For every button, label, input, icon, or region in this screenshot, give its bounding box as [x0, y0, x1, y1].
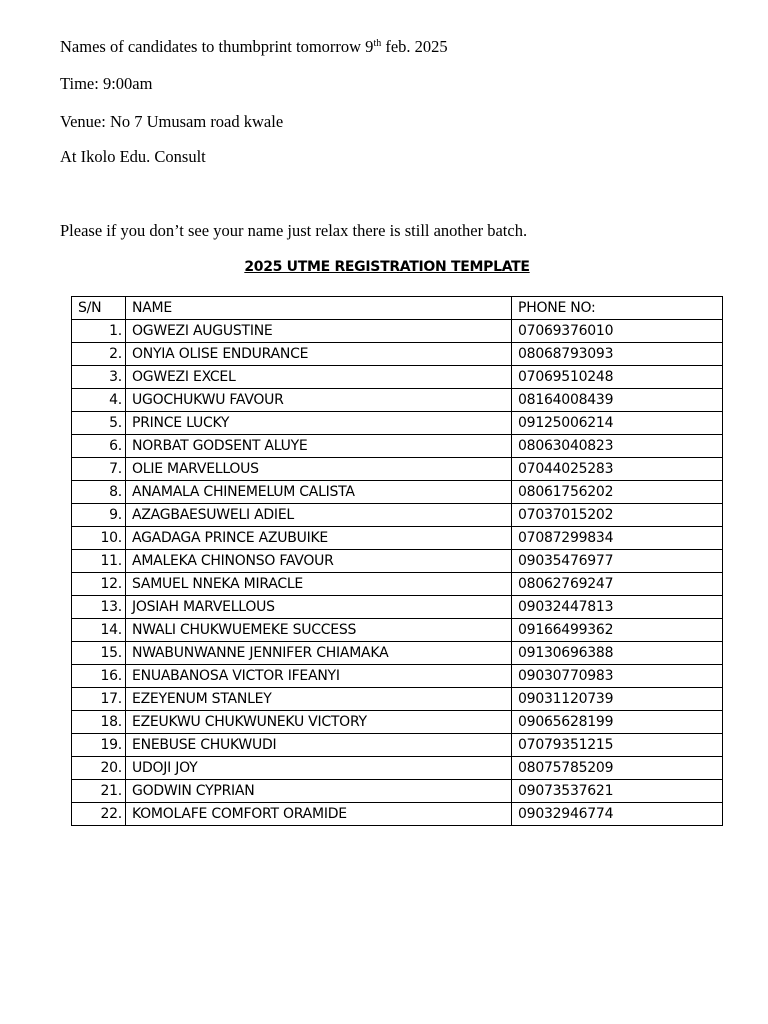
row-sn: 22.: [72, 803, 126, 826]
table-row: [72, 504, 723, 527]
row-sn: 10.: [72, 527, 126, 550]
row-phone: 09073537621: [512, 780, 723, 803]
row-phone: 09035476977: [512, 550, 723, 573]
table-row: [72, 527, 723, 550]
notice-heading: [60, 37, 448, 57]
table-header-row: [72, 297, 723, 320]
table-row: [72, 803, 723, 826]
row-phone: 07069376010: [512, 320, 723, 343]
row-sn: 2.: [72, 343, 126, 366]
row-name: OGWEZI AUGUSTINE: [126, 320, 512, 343]
row-name: AMALEKA CHINONSO FAVOUR: [126, 550, 512, 573]
row-phone: 09065628199: [512, 711, 723, 734]
notice-time: Time: 9:00am: [60, 74, 153, 93]
table-row: [72, 596, 723, 619]
table-row: [72, 458, 723, 481]
row-phone: 08063040823: [512, 435, 723, 458]
header-phone: PHONE NO:: [512, 297, 723, 320]
header-name: NAME: [126, 297, 512, 320]
notice-heading-text: Names of candidates to thumbprint tomorrow 9: [60, 37, 374, 56]
row-name: PRINCE LUCKY: [126, 412, 512, 435]
row-name: KOMOLAFE COMFORT ORAMIDE: [126, 803, 512, 826]
row-sn: 3.: [72, 366, 126, 389]
table-row: [72, 320, 723, 343]
row-phone: 07069510248: [512, 366, 723, 389]
table-row: [72, 481, 723, 504]
table-row: [72, 550, 723, 573]
row-name: ANAMALA CHINEMELUM CALISTA: [126, 481, 512, 504]
row-phone: 08075785209: [512, 757, 723, 780]
row-sn: 1.: [72, 320, 126, 343]
row-sn: 16.: [72, 665, 126, 688]
table-row: [72, 619, 723, 642]
row-name: GODWIN CYPRIAN: [126, 780, 512, 803]
table-row: [72, 711, 723, 734]
row-phone: 09032946774: [512, 803, 723, 826]
row-sn: 17.: [72, 688, 126, 711]
row-sn: 9.: [72, 504, 126, 527]
row-sn: 11.: [72, 550, 126, 573]
ordinal-suffix: th: [373, 38, 382, 49]
row-name: ENUABANOSA VICTOR IFEANYI: [126, 665, 512, 688]
row-name: ONYIA OLISE ENDURANCE: [126, 343, 512, 366]
row-phone: 08068793093: [512, 343, 723, 366]
row-sn: 15.: [72, 642, 126, 665]
table-title: 2025 UTME REGISTRATION TEMPLATE: [244, 259, 530, 275]
row-sn: 19.: [72, 734, 126, 757]
table-row: [72, 642, 723, 665]
notice-heading-date: feb. 2025: [381, 37, 448, 56]
row-sn: 14.: [72, 619, 126, 642]
row-name: NWALI CHUKWUEMEKE SUCCESS: [126, 619, 512, 642]
row-sn: 12.: [72, 573, 126, 596]
table-row: [72, 734, 723, 757]
row-name: NORBAT GODSENT ALUYE: [126, 435, 512, 458]
row-phone: 08164008439: [512, 389, 723, 412]
table-row: [72, 780, 723, 803]
row-sn: 8.: [72, 481, 126, 504]
row-phone: 08061756202: [512, 481, 723, 504]
row-phone: 09031120739: [512, 688, 723, 711]
row-sn: 18.: [72, 711, 126, 734]
notice-venue: Venue: No 7 Umusam road kwale: [60, 112, 284, 131]
row-name: AZAGBAESUWELI ADIEL: [126, 504, 512, 527]
row-phone: 07087299834: [512, 527, 723, 550]
row-name: ENEBUSE CHUKWUDI: [126, 734, 512, 757]
candidates-table: [71, 296, 723, 826]
row-name: UDOJI JOY: [126, 757, 512, 780]
row-name: OLIE MARVELLOUS: [126, 458, 512, 481]
row-sn: 21.: [72, 780, 126, 803]
notice-location: At Ikolo Edu. Consult: [60, 147, 206, 166]
row-name: AGADAGA PRINCE AZUBUIKE: [126, 527, 512, 550]
row-sn: 7.: [72, 458, 126, 481]
row-phone: 09030770983: [512, 665, 723, 688]
table-row: [72, 435, 723, 458]
table-row: [72, 412, 723, 435]
row-sn: 6.: [72, 435, 126, 458]
row-phone: 09166499362: [512, 619, 723, 642]
row-phone: 09125006214: [512, 412, 723, 435]
row-name: OGWEZI EXCEL: [126, 366, 512, 389]
row-name: UGOCHUKWU FAVOUR: [126, 389, 512, 412]
row-phone: 08062769247: [512, 573, 723, 596]
row-phone: 07044025283: [512, 458, 723, 481]
notice-message: Please if you don’t see your name just relax there is still another batch.: [60, 221, 528, 240]
table-row: [72, 343, 723, 366]
row-sn: 5.: [72, 412, 126, 435]
header-sn: S/N: [72, 297, 126, 320]
row-sn: 20.: [72, 757, 126, 780]
table-row: [72, 389, 723, 412]
row-name: EZEYENUM STANLEY: [126, 688, 512, 711]
row-phone: 09130696388: [512, 642, 723, 665]
table-row: [72, 665, 723, 688]
row-name: NWABUNWANNE JENNIFER CHIAMAKA: [126, 642, 512, 665]
table-row: [72, 573, 723, 596]
table-row: [72, 688, 723, 711]
row-name: EZEUKWU CHUKWUNEKU VICTORY: [126, 711, 512, 734]
row-phone: 09032447813: [512, 596, 723, 619]
row-sn: 4.: [72, 389, 126, 412]
row-phone: 07079351215: [512, 734, 723, 757]
table-row: [72, 757, 723, 780]
row-phone: 07037015202: [512, 504, 723, 527]
row-name: SAMUEL NNEKA MIRACLE: [126, 573, 512, 596]
table-row: [72, 366, 723, 389]
row-name: JOSIAH MARVELLOUS: [126, 596, 512, 619]
row-sn: 13.: [72, 596, 126, 619]
